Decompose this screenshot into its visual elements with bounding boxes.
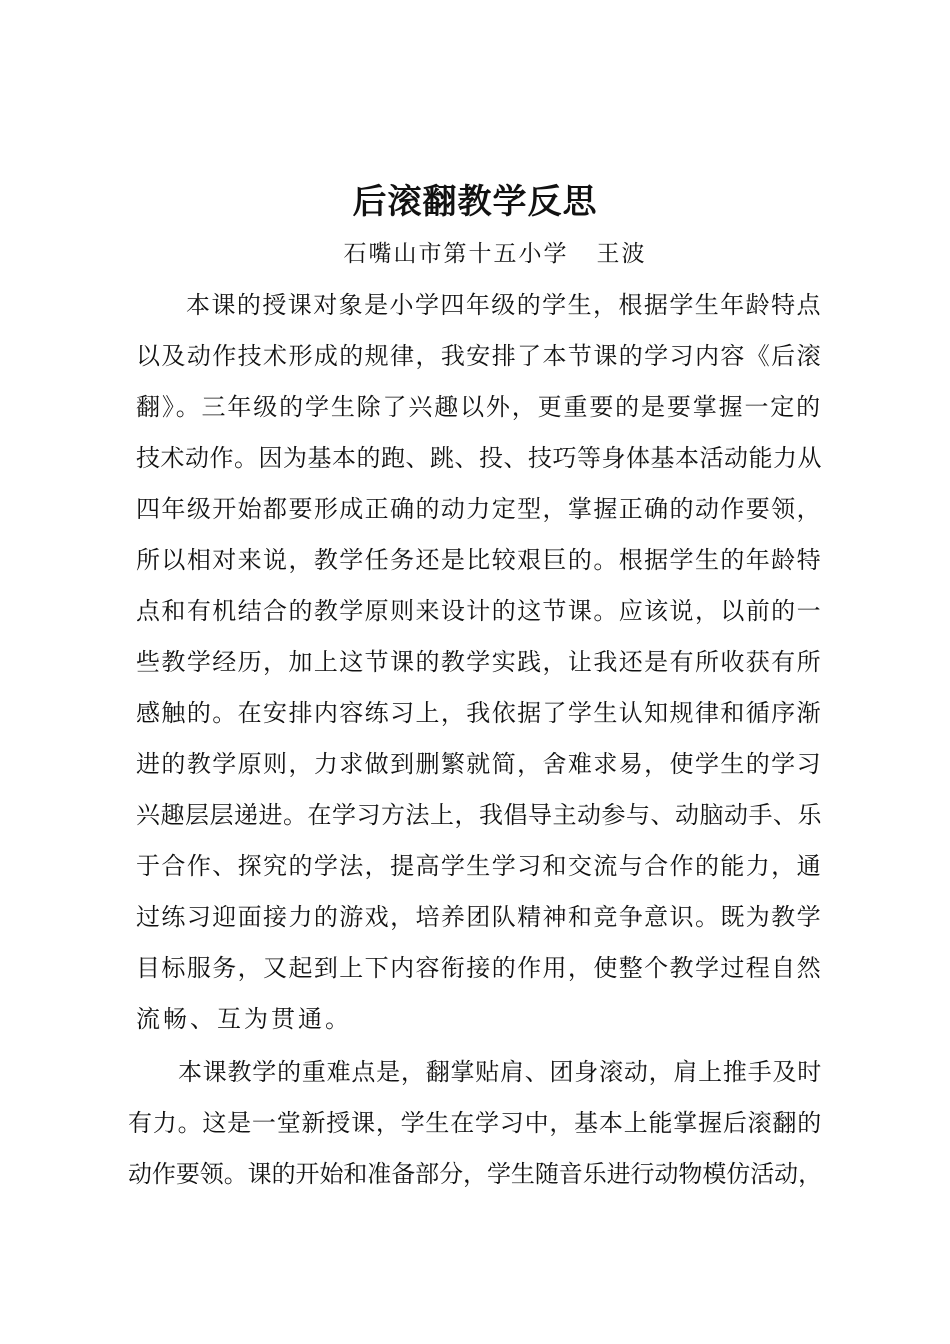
paragraph-line: 于合作、探究的学法，提高学生学习和交流与合作的能力，通 bbox=[136, 852, 822, 880]
author-school: 石嘴山市第十五小学 bbox=[343, 241, 569, 267]
paragraph-line: 点和有机结合的教学原则来设计的这节课。应该说，以前的一 bbox=[136, 597, 822, 625]
paragraph-line: 有力。这是一堂新授课，学生在学习中，基本上能掌握后滚翻的 bbox=[128, 1109, 822, 1137]
paragraph-line: 进的教学原则，力求做到删繁就简，舍难求易，使学生的学习 bbox=[136, 750, 822, 778]
paragraph-line: 过练习迎面接力的游戏，培养团队精神和竞争意识。既为教学 bbox=[136, 903, 822, 931]
paragraph-line: 翻》。三年级的学生除了兴趣以外，更重要的是要掌握一定的 bbox=[136, 393, 822, 421]
author-line bbox=[0, 234, 950, 274]
paragraph-line: 本课的授课对象是小学四年级的学生，根据学生年龄特点 bbox=[186, 291, 822, 319]
paragraph-line: 些教学经历，加上这节课的教学实践，让我还是有所收获有所 bbox=[136, 648, 822, 676]
author-name: 王波 bbox=[596, 241, 647, 267]
paragraph-line: 感触的。在安排内容练习上，我依据了学生认知规律和循序渐 bbox=[136, 699, 822, 727]
paragraph-line: 流畅、互为贯通。 bbox=[136, 1005, 352, 1033]
paragraph-line: 四年级开始都要形成正确的动力定型，掌握正确的动作要领， bbox=[136, 495, 822, 523]
paragraph-line: 本课教学的重难点是，翻掌贴肩、团身滚动，肩上推手及时 bbox=[178, 1058, 822, 1086]
paragraph-line: 所以相对来说，教学任务还是比较艰巨的。根据学生的年龄特 bbox=[136, 546, 822, 574]
document-title: 后滚翻教学反思 bbox=[352, 182, 598, 222]
paragraph-line: 技术动作。因为基本的跑、跳、投、技巧等身体基本活动能力从 bbox=[136, 444, 822, 472]
paragraph-line: 以及动作技术形成的规律，我安排了本节课的学习内容《后滚 bbox=[136, 342, 822, 370]
paragraph-line: 兴趣层层递进。在学习方法上，我倡导主动参与、动脑动手、乐 bbox=[136, 801, 822, 829]
paragraph-line: 目标服务，又起到上下内容衔接的作用，使整个教学过程自然 bbox=[136, 954, 822, 982]
paragraph-line: 动作要领。课的开始和准备部分，学生随音乐进行动物模仿活动， bbox=[128, 1160, 822, 1188]
